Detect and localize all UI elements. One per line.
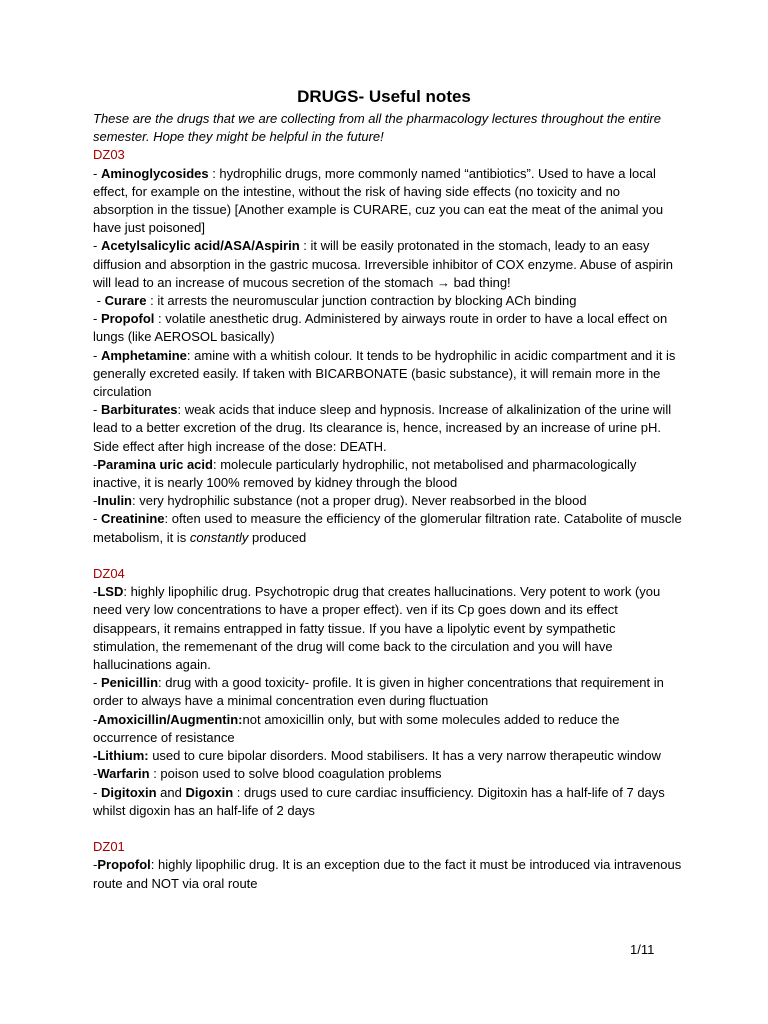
- document-body: [93, 110, 683, 893]
- section-heading-dz03: DZ03: [93, 147, 125, 163]
- drug-name: Digitoxin: [100, 784, 157, 800]
- drug-name: Barbiturates: [100, 402, 178, 418]
- drug-name: Curare: [104, 293, 147, 309]
- drug-name: Digoxin: [185, 784, 234, 800]
- drug-entry-aspirin: - Acetylsalicylic acid/ASA/Aspirin : it will be easily protonated in the stomach, leady to an easy diffusion and absorption in the gastric mucosa. Irreversible inhibitor of COX enzyme. Abuse of aspirin will lead to an increase of mucous secretion of the stomach → bad thing!: [93, 238, 674, 290]
- drug-name: Penicillin: [100, 675, 159, 691]
- drug-name: Propofol: [97, 857, 151, 873]
- drug-entry-propofol: - Propofol : volatile anesthetic drug. Administered by airways route in order to have a local effect on lungs (like AEROSOL basically): [93, 311, 668, 345]
- drug-entry-warfarin: -Warfarin : poison used to solve blood coagulation problems: [93, 766, 442, 782]
- drug-name: Amphetamine: [100, 347, 187, 363]
- drug-entry-lsd: -LSD: highly lipophilic drug. Psychotropic drug that creates hallucinations. Very potent to work (you need very low concentrations to have a proper effect). ven if its Cp goes down and its effect disappears, it remains entrapped in fatty tissue. If you have a lipolytic event by sympathetic stimulation, the rememenant of the drug will come back to the circulation and you will have hallucinations again.: [93, 584, 661, 673]
- drug-name: Aminoglycosides: [100, 165, 209, 181]
- section-heading-dz04: DZ04: [93, 566, 125, 582]
- drug-name: Paramina uric acid: [97, 456, 213, 472]
- section-spacer: [93, 547, 683, 565]
- drug-entry-barbiturates: - Barbiturates: weak acids that induce sleep and hypnosis. Increase of alkalinization of the urine will lead to a better excretion of the drug. Its clearance is, hence, increased by an increase of urine pH. Side effect after high increase of the dose: DEATH.: [93, 402, 672, 454]
- drug-name: Creatinine: [100, 511, 165, 527]
- document-title: DRUGS- Useful notes: [297, 87, 471, 106]
- drug-name: Inulin: [97, 493, 133, 509]
- drug-name: LSD: [97, 584, 124, 600]
- drug-name: Amoxicillin/Augmentin:: [97, 711, 243, 727]
- drug-entry-amphetamine: - Amphetamine: amine with a whitish colour. It tends to be hydrophilic in acidic compartment and it is generally excreted easily. If taken with BICARBONATE (basic substance), it will remain more in the circulation: [93, 347, 676, 400]
- drug-name: Warfarin: [97, 766, 150, 782]
- drug-entry-propofol-dz01: -Propofol: highly lipophilic drug. It is an exception due to the fact it must be introduced via intravenous route and NOT via oral route: [93, 857, 682, 891]
- drug-entry-curare: - Curare : it arrests the neuromuscular junction contraction by blocking ACh binding: [93, 293, 577, 309]
- drug-entry-amoxicillin: -Amoxicillin/Augmentin:not amoxicillin only, but with some molecules added to reduce the occurrence of resistance: [93, 711, 620, 745]
- drug-entry-paramina-uric-acid: -Paramina uric acid: molecule particularly hydrophilic, not metabolised and pharmacologically inactive, it is nearly 100% removed by kidney through the blood: [93, 456, 637, 491]
- drug-entry-digitoxin-digoxin: - Digitoxin and Digoxin : drugs used to cure cardiac insufficiency. Digitoxin has a half-life of 7 days whilst digoxin has an half-life of 2 days: [93, 784, 665, 818]
- drug-name: -Lithium:: [93, 748, 149, 764]
- drug-entry-lithium: -Lithium: used to cure bipolar disorders. Mood stabilisers. It has a very narrow therapeutic window: [93, 748, 661, 764]
- drug-entry-penicillin: - Penicillin: drug with a good toxicity- profile. It is given in higher concentrations that requirement in order to always have a minimal concentration even during fluctuation: [93, 675, 664, 709]
- drug-name: Acetylsalicylic acid/ASA/Aspirin: [100, 238, 300, 254]
- drug-entry-aminoglycosides: - Aminoglycosides : hydrophilic drugs, more commonly named “antibiotics”. Used to have a local effect, for example on the intestine, without the risk of having side effects (no toxicity and no absorption in the tissue) [Another example is CURARE, cuz you can eat the meat of the animal you have just poisoned]: [93, 165, 664, 236]
- intro-paragraph: These are the drugs that we are collecting from all the pharmacology lectures throughout the entire semester. Hope they might be helpful in the future!: [93, 111, 661, 145]
- section-spacer: [93, 820, 683, 838]
- section-heading-dz01: DZ01: [93, 839, 125, 855]
- drug-entry-inulin: -Inulin: very hydrophilic substance (not a proper drug). Never reabsorbed in the blood: [93, 493, 587, 509]
- drug-entry-creatinine: - Creatinine: often used to measure the efficiency of the glomerular filtration rate. Catabolite of muscle metabolism, it is constantly produced: [93, 511, 682, 545]
- drug-name: Propofol: [100, 311, 155, 327]
- page-number: 1/11: [630, 942, 655, 957]
